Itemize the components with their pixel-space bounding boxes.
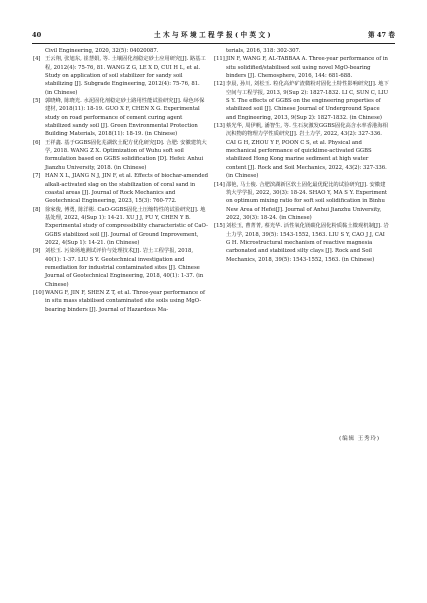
- reference-continuation: terials, 2016, 318: 302-307.: [226, 48, 301, 54]
- reference-text: 王祥鑫. 基于GGBS固化芜湖软土配方优化研究[D]. 合肥: 安徽建筑大学, 2018. WANG Z X. Optimization of Wuhu soft soil formulation based on GGBS solidification [D]. Hefei: Anhui Jianzhu University, 2018. (in Chinese): [45, 139, 207, 171]
- reference-text: 李晨, 孙川, 刘松玉. 粒化高炉矿渣微粉对固化土特性影响研究[J]. 地下空间与工程学报, 2013, 9(Sup 2): 1827-1832. LI C, SUN C, LIU S Y. The effects of GGBS on the engineering properties of stabilized soil [J]. Chinese Journal of Underground Space and Engineering, 2013, 9(Sup 2): 1827-1832. (in Chinese): [226, 81, 389, 121]
- reference-number: [8]: [33, 206, 41, 213]
- volume-label: 第 47 卷: [368, 31, 395, 39]
- reference-item: [33, 97, 208, 139]
- reference-item: [33, 289, 208, 314]
- page-number: 40: [32, 31, 42, 39]
- reference-item: [214, 181, 389, 223]
- reference-item: [214, 55, 389, 80]
- reference-text: WANG F, JIN F, SHEN Z T, et al. Three-year performance of in situ mass stabilised contaminated site soils using MgO-bearing binders [J]. Journal of Hazardous Ma-: [45, 289, 205, 313]
- reference-text: 刘松玉, 曹菁菁, 蔡光华. 活性氧化镁碳化固化粉质黏土微观机制[J]. 岩土力学, 2018, 39(5): 1543-1552, 1563. LIU S Y, CAO J J, CAI G H. Microstructural mechanism of reactive magnesia carbonated and stabilized silty clays [J]. Rock and Soil Mechanics, 2018, 39(5): 1543-1552, 1563. (in Chinese): [226, 223, 389, 263]
- reference-item: [214, 122, 389, 180]
- reference-number: [12]: [214, 81, 225, 88]
- reference-number: [7]: [33, 173, 41, 180]
- reference-text: 邵艳, 马士俊. 合肥滨湖新区软土固化最优配比的试验研究[J]. 安徽建筑大学学报, 2022, 30(3): 18-24. SHAO Y, MA S Y. Experiment on optimum mixing ratio for soft soil solidification in Binhu New Area of Hefei[J]. Journal of Anhui Jianzhu University, 2022, 30(3): 18-24. (in Chinese): [226, 181, 388, 221]
- reference-number: [4]: [33, 56, 41, 63]
- header-rule: [32, 43, 395, 44]
- right-column: [214, 47, 389, 264]
- reference-text: HAN X L, JIANG N J, JIN F, et al. Effects of biochar-amended alkali-activated slag on the stabilization of coral sand in coastal areas [J]. Journal of Rock Mechanics and Geotechnical Engineering, 2023, 15(3): 760-772.: [45, 173, 208, 205]
- reference-item: [33, 55, 208, 97]
- reference-continuation: Civil Engineering, 2020, 32(5): 04020087.: [45, 48, 159, 54]
- reference-number: [11]: [214, 56, 225, 63]
- reference-number: [13]: [214, 123, 225, 130]
- reference-item: [33, 172, 208, 205]
- reference-text: 蔡光华, 周伊帆, 潘智生, 等. 生石灰激发GGBS固化高含水率香港海相沉积物的物理力学性质研究[J]. 岩土力学, 2022, 43(2): 327-336. CAI G H, ZHOU Y F, POON C S, et al. Physical and mechanical performance of quicklime-activated GGBS stabilized Hong Kong marine sediment at high water content [J]. Rock and Soil Mechanics, 2022, 43(2): 327-336. (in Chinese): [226, 123, 388, 180]
- reference-text: 郭晓峰, 陈晓光. 水泥固化剂稳定砂土路用性能试验研究[J]. 绿色环保建材, 2018(11): 18-19. GUO X F, CHEN X G. Experimental study on road performance of cement curing agent stabilized sandy soil [J]. Green Environmental Protection Building Materials, 2018(11): 18-19. (in Chinese): [45, 98, 205, 138]
- reference-number: [15]: [214, 223, 225, 230]
- reference-number: [5]: [33, 98, 41, 105]
- editor-credit: (编辑 王秀玲): [339, 436, 380, 442]
- running-header: [32, 28, 395, 42]
- reference-number: [6]: [33, 139, 41, 146]
- left-column: [33, 47, 208, 314]
- reference-text: 刘松玉. 污染场地测试评价与处理技术[J]. 岩土工程学报, 2018, 40(1): 1-37. LIU S Y. Geotechnical investigation and remediation for industrial contaminated sites [J]. Chinese Journal of Geotechnical Engineering, 2018, 40(1): 1-37. (in Chinese): [45, 248, 204, 288]
- journal-title: 土木与环境工程学报(中英文): [154, 31, 273, 39]
- reference-text: JIN F, WANG F, AL-TABBAA A. Three-year performance of in situ solidified/stabilised soil using novel MgO-bearing binders [J]. Chemosphere, 2016, 144: 681-688.: [226, 56, 388, 80]
- reference-text: 徐家俊, 傅勇, 陈洋彬. CaO-GGBS固化土压缩特性的试验研究[J]. 地基处理, 2022, 4(Sup 1): 14-21. XU J J, FU Y, CHEN Y B. Experimental study of compressibility characteristic of CaO-GGBS stabilized soil [J]. Journal of Ground Improvement, 2022, 4(Sup 1): 14-21. (in Chinese): [45, 206, 208, 246]
- reference-number: [14]: [214, 181, 225, 188]
- reference-number: [9]: [33, 248, 41, 255]
- reference-item: [33, 247, 208, 289]
- reference-item: [214, 80, 389, 122]
- reference-item: [214, 222, 389, 264]
- reference-number: [10]: [33, 289, 44, 296]
- reference-item: [33, 206, 208, 248]
- reference-item: [33, 139, 208, 172]
- reference-text: 王云翔, 张旭东, 崔慧娟, 等. 土壤固化剂稳定砂土应用研究[J]. 路基工程, 2012(4): 75-76, 81. WANG Z G, LE X D, CUI H L, et al. Study on application of soil stabilizer for sandy soil stabilizing [J]. Subgrade Engineering, 2012(4): 75-76, 81. (in Chinese): [45, 56, 206, 96]
